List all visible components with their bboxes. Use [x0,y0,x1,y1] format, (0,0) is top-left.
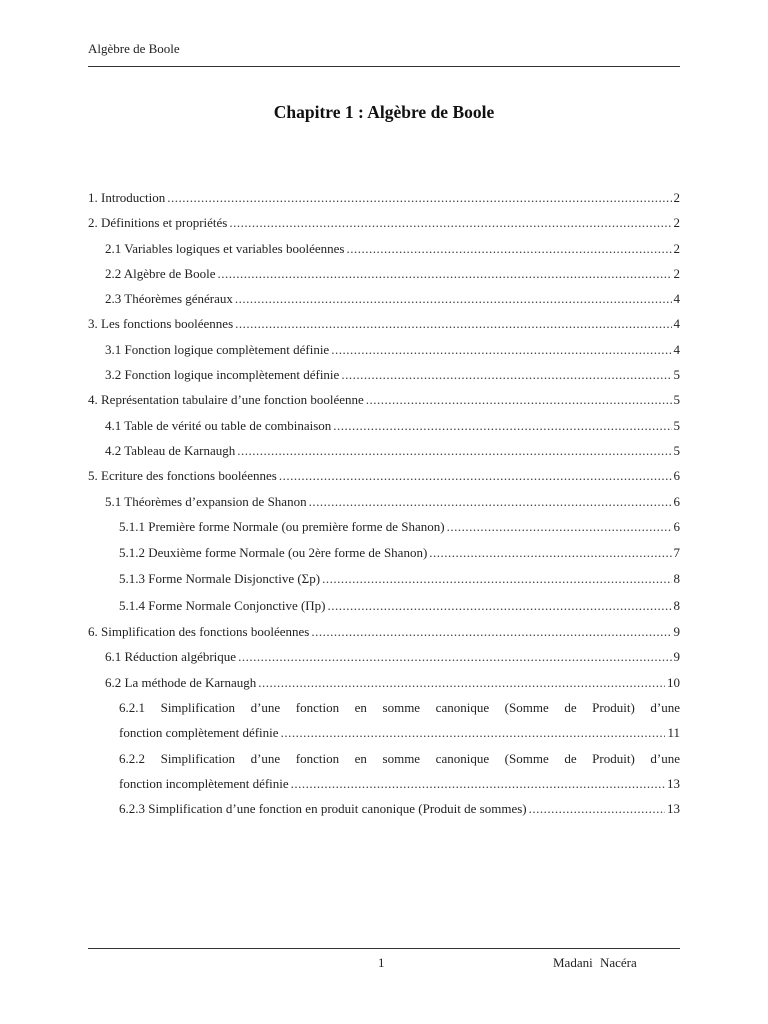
toc-leader-dots [346,236,671,261]
toc-leader-dots [331,337,671,362]
toc-entry-label: 4.2 Tableau de Karnaugh [105,442,236,458]
table-of-contents [88,185,680,817]
page-number: 1 [378,955,385,970]
toc-leader-dots [258,670,665,695]
toc-entry[interactable] [88,771,680,796]
toc-leader-dots [429,540,671,565]
toc-entry-label: 3. Les fonctions booléennes [88,316,234,332]
toc-entry-label: 3.2 Fonction logique incomplètement définie [105,367,340,383]
toc-entry-label: 5. Ecriture des fonctions booléennes [88,468,277,484]
toc-entry[interactable] [88,185,680,210]
toc-entry[interactable] [88,489,680,514]
toc-leader-dots [322,566,671,591]
toc-entry-page: 9 [673,649,680,665]
toc-entry-wrapped-first-line[interactable] [88,695,680,720]
toc-entry[interactable] [88,514,680,539]
toc-entry[interactable] [88,337,680,362]
toc-entry-label: 5.1 Théorèmes d’expansion de Shanon [105,493,307,509]
toc-entry-label: 5.1.2 Deuxième forme Normale (ou 2ère forme de Shanon) [119,545,428,561]
toc-leader-dots [529,796,665,821]
toc-leader-dots [366,387,672,412]
toc-leader-dots [341,362,671,387]
toc-entry-wrapped-first-line[interactable] [88,746,680,771]
toc-entry-page: 13 [667,801,680,817]
toc-leader-dots [217,261,671,286]
toc-entry-page: 8 [673,571,680,587]
toc-entry[interactable] [88,236,680,261]
chapter-title: Chapitre 1 : Algèbre de Boole [273,102,495,122]
toc-entry-label: 5.1.1 Première forme Normale (ou première forme de Shanon) [119,518,445,534]
toc-entry[interactable] [88,463,680,488]
running-header: Algèbre de Boole [88,41,180,56]
toc-entry-page: 13 [667,775,680,791]
toc-entry[interactable] [88,644,680,669]
toc-entry-label: 5.1.3 Forme Normale Disjonctive (Σp) [119,571,321,587]
toc-leader-dots [281,720,666,745]
toc-entry[interactable] [88,566,680,591]
toc-entry[interactable] [88,387,680,412]
toc-leader-dots [235,286,672,311]
toc-entry-label: 2.3 Théorèmes généraux [105,291,233,307]
toc-entry-label: 6.2.3 Simplification d’une fonction en produit canonique (Produit de sommes) [119,801,527,817]
footer-rule [88,948,680,949]
toc-entry[interactable] [88,438,680,463]
toc-entry[interactable] [88,593,680,618]
toc-entry-label: 6.2.2 Simplification d’une fonction en somme canonique (Somme de Produit) d’une [119,750,680,766]
toc-entry-label: fonction incomplètement définie [119,775,289,791]
toc-entry-page: 7 [673,545,680,561]
toc-entry-label: 4.1 Table de vérité ou table de combinaison [105,417,332,433]
toc-entry-page: 2 [673,190,680,205]
toc-leader-dots [237,438,671,463]
toc-entry-page: 5 [673,442,680,458]
toc-entry[interactable] [88,362,680,387]
toc-leader-dots [167,185,671,210]
toc-entry-label: fonction complètement définie [119,725,279,741]
toc-entry-page: 5 [673,417,680,433]
toc-entry-page: 2 [673,240,680,256]
toc-entry[interactable] [88,311,680,336]
toc-entry-label: 6. Simplification des fonctions booléennes [88,624,310,640]
toc-entry-page: 5 [673,367,680,383]
toc-entry[interactable] [88,210,680,235]
toc-entry-label: 2. Définitions et propriétés [88,215,228,231]
toc-leader-dots [328,593,672,618]
toc-entry-page: 10 [667,674,680,690]
author-name: Madani Nacéra [553,955,637,970]
toc-entry[interactable] [88,796,680,821]
toc-leader-dots [311,619,671,644]
toc-entry[interactable] [88,413,680,438]
toc-entry[interactable] [88,540,680,565]
toc-entry-label: 5.1.4 Forme Normale Conjonctive (Πp) [119,597,326,613]
toc-entry-label: 1. Introduction [88,190,166,205]
toc-entry[interactable] [88,261,680,286]
toc-leader-dots [309,489,672,514]
toc-entry-page: 6 [673,493,680,509]
toc-entry-label: 2.2 Algèbre de Boole [105,265,216,281]
toc-entry-page: 6 [673,468,680,484]
toc-entry-page: 11 [667,725,680,741]
toc-entry-page: 4 [673,316,680,332]
toc-entry-label: 6.2 La méthode de Karnaugh [105,674,257,690]
toc-leader-dots [291,771,665,796]
toc-entry-page: 5 [673,392,680,408]
toc-entry[interactable] [88,286,680,311]
toc-entry-label: 6.1 Réduction algébrique [105,649,237,665]
toc-entry[interactable] [88,619,680,644]
toc-entry-label: 6.2.1 Simplification d’une fonction en somme canonique (Somme de Produit) d’une [119,699,680,715]
toc-leader-dots [447,514,672,539]
toc-entry-page: 4 [673,341,680,357]
toc-entry-page: 4 [673,291,680,307]
toc-entry[interactable] [88,670,680,695]
toc-leader-dots [238,644,671,669]
toc-entry-label: 3.1 Fonction logique complètement définie [105,341,330,357]
toc-leader-dots [235,311,671,336]
toc-entry[interactable] [88,720,680,745]
toc-entry-page: 2 [673,215,680,231]
toc-leader-dots [229,210,671,235]
toc-entry-page: 2 [673,265,680,281]
toc-leader-dots [279,463,672,488]
toc-entry-page: 8 [673,597,680,613]
toc-entry-page: 6 [673,518,680,534]
toc-entry-label: 2.1 Variables logiques et variables booléennes [105,240,345,256]
toc-entry-page: 9 [673,624,680,640]
header-rule [88,66,680,67]
toc-entry-label: 4. Représentation tabulaire d’une fonction booléenne [88,392,364,408]
toc-leader-dots [333,413,671,438]
